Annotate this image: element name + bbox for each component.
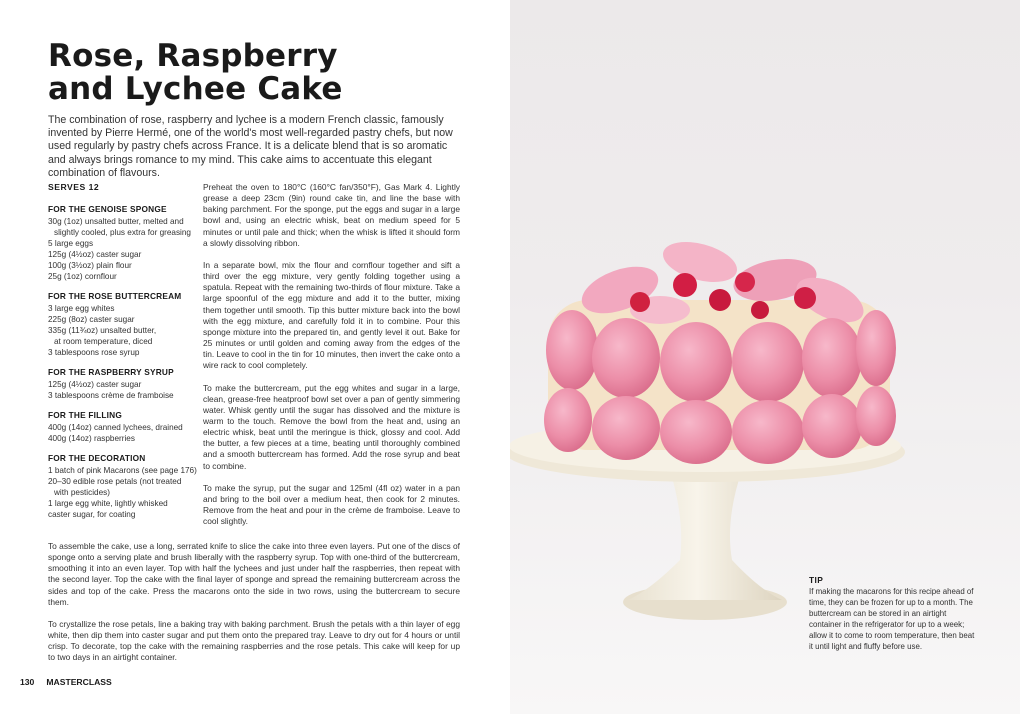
ingredients-syrup — [48, 367, 198, 401]
serves-label: SERVES 12 — [48, 182, 100, 192]
section-heading: FOR THE DECORATION — [48, 453, 146, 463]
tip-heading: TIP — [809, 575, 824, 585]
ingredients-column — [48, 182, 198, 529]
method-step: Preheat the oven to 180°C (160°C fan/350°F), Gas Mark 4. Lightly grease a deep 23cm (9in) round cake tin, and line the base with baking parchment. For the sponge, put the eggs and sugar in a large bowl and, using an electric whisk, beat on medium speed for 5 minutes or until pale and thick; when the whisk is lifted it should form a slowly dissolving ribbon. — [203, 182, 460, 248]
method-step: In a separate bowl, mix the flour and cornflour together and sift a third over the egg mixture, very gently folding together using a spatula. Repeat with the remaining two-thirds of flour mixture. Take a large spoonful of the egg mixture and add it to the butter, mixing them together until smooth. Tip this butter mixture back into the bowl with the egg mixture, and carefully fold it in to combine. Pour this sponge mixture into the prepared tin, and gently level it out. Bake for 25 minutes or until golden and coming away from the edges of the tin. Leave to cool in the tin for 10 minutes, then invert the cake onto a wire rack to cool completely. — [203, 259, 460, 371]
ingredient-item: 125g (4½oz) caster sugar — [48, 380, 142, 389]
method-full-width — [48, 541, 460, 675]
ingredient-item: with pesticides) — [54, 488, 110, 497]
title-line-1: Rose, Raspberry — [48, 38, 338, 74]
ingredient-item: 400g (14oz) canned lychees, drained — [48, 423, 183, 432]
tip-box — [809, 575, 977, 652]
title-line-2: and Lychee Cake — [48, 71, 343, 107]
ingredient-item: 1 batch of pink Macarons (see page 176) — [48, 466, 197, 475]
page-number: 130 — [20, 677, 35, 687]
page-title — [48, 40, 488, 106]
method-step: To assemble the cake, use a long, serrated knife to slice the cake into three even layers. Put one of the discs of sponge onto a serving plate and brush liberally with the raspberry syrup. Top with one-third of the buttercream, smoothing it into an even layer. Top with half the lychees and just under half the raspberries, then repeat with the second layer. Top the cake with the final layer of sponge and spread the remaining buttercream across the sides and top of the cake. Press the macarons onto the side in two rows, using the buttercream to secure them. — [48, 541, 461, 607]
ingredient-item: 25g (1oz) cornflour — [48, 272, 117, 281]
ingredient-item: 3 large egg whites — [48, 304, 115, 313]
method-step: To make the syrup, put the sugar and 125ml (4fl oz) water in a pan and bring to the boil over a medium heat, then cook for 2 minutes. Remove from the heat and pour in the crème de framboise. Leave to cool slightly. — [203, 482, 460, 527]
method-step: To crystallize the rose petals, line a baking tray with baking parchment. Brush the petals with a thin layer of egg white, then dip them into caster sugar and put them onto the prepared tray. Leave to dry out for 4 hours or until crisp. To decorate, top the cake with the remaining raspberries and the rose petals. This cake will keep for up to two days in an airtight container. — [48, 618, 460, 663]
ingredient-item: 3 tablespoons crème de framboise — [48, 391, 174, 400]
ingredient-item: 400g (14oz) raspberries — [48, 434, 135, 443]
ingredients-decoration — [48, 453, 198, 520]
ingredient-item: at room temperature, diced — [54, 337, 153, 346]
section-heading: FOR THE GENOISE SPONGE — [48, 204, 167, 214]
method-step: To make the buttercream, put the egg whites and sugar in a large, clean, grease-free heatproof bowl set over a pan of gently simmering water. Whisk gently until the sugar has dissolved and the mixture is warm to the touch. Remove the bowl from the heat and, using an electric whisk, beat until the meringue is thick, glossy and cool. Add the butter, a few pieces at a time, beating until thoroughly combined and a smooth buttercream has formed. Add the rose syrup and beat to combine. — [203, 382, 460, 471]
ingredient-item: 3 tablespoons rose syrup — [48, 348, 140, 357]
ingredients-buttercream — [48, 291, 198, 358]
section-name: MASTERCLASS — [46, 677, 112, 687]
folio — [20, 677, 124, 687]
ingredient-item: slightly cooled, plus extra for greasing — [54, 228, 191, 237]
ingredient-item: caster sugar, for coating — [48, 510, 136, 519]
ingredient-item: 20–30 edible rose petals (not treated — [48, 477, 182, 486]
ingredient-item: 125g (4½oz) caster sugar — [48, 250, 142, 259]
ingredient-item: 100g (3½oz) plain flour — [48, 261, 132, 270]
ingredient-item: 225g (8oz) caster sugar — [48, 315, 135, 324]
ingredients-filling — [48, 410, 198, 444]
section-heading: FOR THE FILLING — [48, 410, 122, 420]
method-column — [203, 182, 460, 538]
ingredient-item: 1 large egg white, lightly whisked — [48, 499, 168, 508]
ingredient-item: 335g (11¾oz) unsalted butter, — [48, 326, 157, 335]
section-heading: FOR THE RASPBERRY SYRUP — [48, 367, 174, 377]
section-heading: FOR THE ROSE BUTTERCREAM — [48, 291, 182, 301]
tip-text: If making the macarons for this recipe ahead of time, they can be frozen for up to a month. The buttercream can be stored in an airtight container in the refrigerator for up to a week; allow it to come to room temperature, then beat it until light and fluffy before use. — [809, 587, 975, 651]
ingredients-genoise — [48, 204, 198, 282]
intro-paragraph: The combination of rose, raspberry and lychee is a modern French classic, famously invented by Pierre Hermé, one of the world's most well-regarded pastry chefs, but now used regularly by pastry chefs across France. It is a delicate blend that is so aromatic and always brings romance to my mind. This cake aims to accentuate this elegant combination of flavours. — [48, 114, 453, 179]
ingredient-item: 5 large eggs — [48, 239, 94, 248]
ingredient-item: 30g (1oz) unsalted butter, melted and — [48, 217, 184, 226]
